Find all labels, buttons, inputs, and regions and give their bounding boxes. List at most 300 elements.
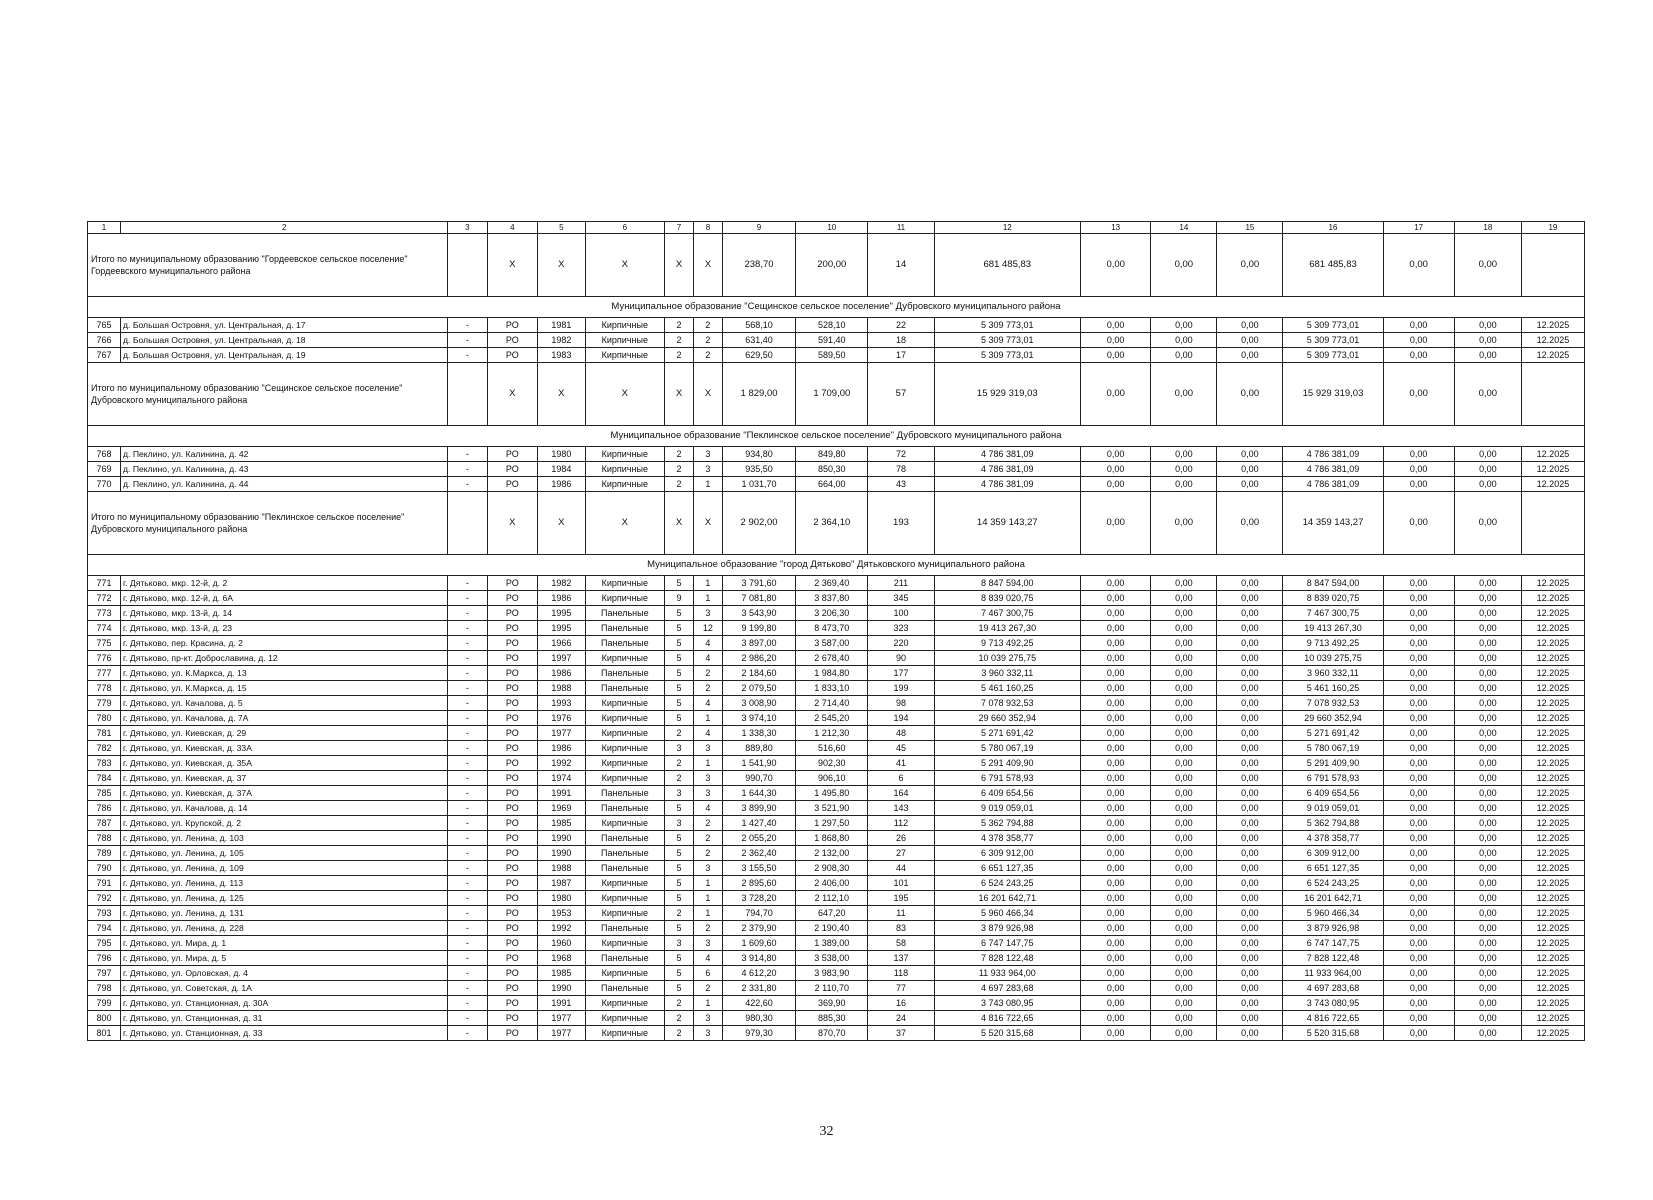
table-cell: 9 019 059,01: [1283, 801, 1383, 816]
total-row: [88, 234, 1585, 297]
table-cell: 1 868,80: [796, 831, 868, 846]
table-cell: -: [448, 981, 487, 996]
table-cell: 0,00: [1454, 666, 1521, 681]
table-cell: 0,00: [1081, 966, 1151, 981]
table-cell: 777: [88, 666, 121, 681]
table-cell: 27: [868, 846, 934, 861]
table-cell: 2: [665, 756, 694, 771]
table-cell: 935,50: [722, 462, 795, 477]
table-row: [88, 651, 1585, 666]
table-cell: 798: [88, 981, 121, 996]
table-cell: 2: [665, 726, 694, 741]
address-cell: г. Дятьково, ул. К.Маркса, д. 13: [121, 666, 448, 681]
table-cell: 0,00: [1081, 318, 1151, 333]
total-cell: X: [665, 363, 694, 426]
table-cell: 1: [693, 996, 722, 1011]
table-cell: Кирпичные: [585, 447, 664, 462]
table-cell: РО: [487, 861, 538, 876]
table-cell: 11 933 964,00: [1283, 966, 1383, 981]
table-cell: 0,00: [1217, 906, 1283, 921]
table-cell: 902,30: [796, 756, 868, 771]
table-cell: 4 786 381,09: [1283, 462, 1383, 477]
table-cell: 5 309 773,01: [934, 333, 1081, 348]
table-cell: 16: [868, 996, 934, 1011]
table-cell: 1 389,00: [796, 936, 868, 951]
table-cell: 1980: [538, 891, 585, 906]
column-number: 15: [1217, 222, 1283, 234]
table-cell: 2: [665, 462, 694, 477]
table-row: [88, 576, 1585, 591]
table-cell: 5: [665, 576, 694, 591]
table-row: [88, 891, 1585, 906]
table-cell: 0,00: [1217, 318, 1283, 333]
table-cell: 934,80: [722, 447, 795, 462]
table-cell: 1992: [538, 756, 585, 771]
table-cell: 3: [693, 861, 722, 876]
table-cell: Панельные: [585, 681, 664, 696]
address-cell: г. Дятьково, мкр. 13-й, д. 14: [121, 606, 448, 621]
table-cell: -: [448, 318, 487, 333]
table-cell: 0,00: [1383, 771, 1454, 786]
total-cell: 1 709,00: [796, 363, 868, 426]
table-cell: 3: [693, 1026, 722, 1041]
total-cell: [1521, 234, 1584, 297]
table-cell: 0,00: [1383, 891, 1454, 906]
table-cell: РО: [487, 876, 538, 891]
column-number: 6: [585, 222, 664, 234]
table-cell: 1997: [538, 651, 585, 666]
table-row: [88, 1026, 1585, 1041]
table-cell: 4 816 722,65: [934, 1011, 1081, 1026]
table-cell: 4 786 381,09: [934, 447, 1081, 462]
table-cell: -: [448, 831, 487, 846]
table-cell: -: [448, 756, 487, 771]
total-cell: [448, 492, 487, 555]
table-cell: РО: [487, 447, 538, 462]
table-cell: 0,00: [1081, 951, 1151, 966]
table-cell: 1953: [538, 906, 585, 921]
table-cell: 0,00: [1217, 636, 1283, 651]
table-cell: 0,00: [1383, 591, 1454, 606]
table-cell: 0,00: [1383, 801, 1454, 816]
table-cell: 4 697 283,68: [934, 981, 1081, 996]
table-cell: 0,00: [1454, 711, 1521, 726]
address-cell: г. Дятьково, ул. Ленина, д. 125: [121, 891, 448, 906]
table-cell: 0,00: [1454, 318, 1521, 333]
table-cell: 0,00: [1081, 741, 1151, 756]
table-cell: 0,00: [1454, 576, 1521, 591]
table-cell: 3: [693, 741, 722, 756]
total-cell: [448, 234, 487, 297]
table-row: [88, 771, 1585, 786]
table-cell: 48: [868, 726, 934, 741]
table-cell: 2 895,60: [722, 876, 795, 891]
table-cell: 2: [665, 996, 694, 1011]
table-cell: РО: [487, 891, 538, 906]
table-cell: 0,00: [1151, 756, 1217, 771]
table-cell: РО: [487, 741, 538, 756]
table-cell: 12.2025: [1521, 921, 1584, 936]
table-cell: 5 520 315,68: [1283, 1026, 1383, 1041]
table-cell: 12.2025: [1521, 906, 1584, 921]
table-cell: 0,00: [1383, 861, 1454, 876]
table-cell: 0,00: [1081, 801, 1151, 816]
table-cell: Панельные: [585, 606, 664, 621]
table-cell: -: [448, 771, 487, 786]
table-cell: -: [448, 936, 487, 951]
table-cell: 1986: [538, 477, 585, 492]
section-header-row: [88, 297, 1585, 318]
table-cell: 0,00: [1081, 831, 1151, 846]
table-cell: 0,00: [1081, 462, 1151, 477]
table-cell: 0,00: [1454, 816, 1521, 831]
table-cell: 1984: [538, 462, 585, 477]
table-cell: 528,10: [796, 318, 868, 333]
table-body: [88, 222, 1585, 1041]
table-cell: 1974: [538, 771, 585, 786]
table-cell: 1: [693, 591, 722, 606]
table-cell: 0,00: [1217, 966, 1283, 981]
table-cell: 0,00: [1151, 891, 1217, 906]
table-cell: 796: [88, 951, 121, 966]
table-row: [88, 348, 1585, 363]
address-cell: д. Большая Островня, ул. Центральная, д. 19: [121, 348, 448, 363]
table-cell: 766: [88, 333, 121, 348]
total-cell: 0,00: [1217, 363, 1283, 426]
table-cell: 0,00: [1217, 981, 1283, 996]
table-cell: 0,00: [1081, 1026, 1151, 1041]
table-cell: 0,00: [1454, 891, 1521, 906]
table-cell: 7 081,80: [722, 591, 795, 606]
table-cell: 0,00: [1151, 1011, 1217, 1026]
total-cell: 0,00: [1454, 234, 1521, 297]
table-cell: 1 833,10: [796, 681, 868, 696]
table-cell: 800: [88, 1011, 121, 1026]
table-cell: 26: [868, 831, 934, 846]
table-cell: 0,00: [1081, 756, 1151, 771]
column-number: 7: [665, 222, 694, 234]
table-cell: 2: [693, 846, 722, 861]
table-cell: 78: [868, 462, 934, 477]
table-cell: 199: [868, 681, 934, 696]
table-cell: 9: [665, 591, 694, 606]
table-cell: 29 660 352,94: [1283, 711, 1383, 726]
total-cell: 0,00: [1217, 492, 1283, 555]
table-cell: 4 786 381,09: [1283, 477, 1383, 492]
table-row: [88, 621, 1585, 636]
table-cell: 0,00: [1217, 576, 1283, 591]
table-cell: 6 309 912,00: [1283, 846, 1383, 861]
table-cell: 12.2025: [1521, 606, 1584, 621]
table-cell: 7 078 932,53: [1283, 696, 1383, 711]
table-cell: 0,00: [1217, 681, 1283, 696]
table-cell: -: [448, 741, 487, 756]
table-cell: 0,00: [1454, 447, 1521, 462]
total-cell: X: [487, 363, 538, 426]
table-cell: -: [448, 591, 487, 606]
column-number: 2: [121, 222, 448, 234]
table-cell: РО: [487, 816, 538, 831]
table-cell: 11: [868, 906, 934, 921]
table-cell: 3 521,90: [796, 801, 868, 816]
table-cell: 767: [88, 348, 121, 363]
table-row: [88, 636, 1585, 651]
table-cell: 101: [868, 876, 934, 891]
section-header-row: [88, 426, 1585, 447]
table-cell: 629,50: [722, 348, 795, 363]
table-cell: 0,00: [1081, 861, 1151, 876]
table-cell: 3 879 926,98: [934, 921, 1081, 936]
table-cell: 793: [88, 906, 121, 921]
table-cell: 0,00: [1454, 636, 1521, 651]
table-cell: 6 409 654,56: [1283, 786, 1383, 801]
table-cell: 1 609,60: [722, 936, 795, 951]
table-cell: РО: [487, 966, 538, 981]
table-cell: Панельные: [585, 636, 664, 651]
table-cell: 2: [693, 981, 722, 996]
table-row: [88, 936, 1585, 951]
table-cell: 0,00: [1151, 981, 1217, 996]
table-cell: 2: [665, 1026, 694, 1041]
document-sheet: [87, 221, 1585, 1041]
table-cell: 3 897,00: [722, 636, 795, 651]
table-cell: 1 212,30: [796, 726, 868, 741]
total-cell: 15 929 319,03: [934, 363, 1081, 426]
table-row: [88, 696, 1585, 711]
table-cell: -: [448, 861, 487, 876]
table-cell: 0,00: [1081, 1011, 1151, 1026]
table-cell: 2: [693, 348, 722, 363]
table-cell: 1 984,80: [796, 666, 868, 681]
table-cell: 0,00: [1454, 771, 1521, 786]
table-cell: РО: [487, 606, 538, 621]
column-number: 3: [448, 222, 487, 234]
table-row: [88, 831, 1585, 846]
table-cell: 3: [693, 462, 722, 477]
table-cell: 12.2025: [1521, 786, 1584, 801]
table-cell: 0,00: [1454, 606, 1521, 621]
table-cell: 795: [88, 936, 121, 951]
total-cell: X: [487, 492, 538, 555]
table-cell: 1982: [538, 576, 585, 591]
total-cell: 200,00: [796, 234, 868, 297]
table-cell: 849,80: [796, 447, 868, 462]
table-cell: 6 524 243,25: [934, 876, 1081, 891]
table-cell: 3: [693, 936, 722, 951]
table-cell: 787: [88, 816, 121, 831]
table-cell: 0,00: [1151, 348, 1217, 363]
table-cell: РО: [487, 846, 538, 861]
table-cell: 0,00: [1454, 861, 1521, 876]
table-cell: 1995: [538, 621, 585, 636]
table-cell: 0,00: [1081, 876, 1151, 891]
table-cell: 0,00: [1151, 921, 1217, 936]
table-cell: 990,70: [722, 771, 795, 786]
column-number-row: [88, 222, 1585, 234]
table-cell: РО: [487, 831, 538, 846]
table-cell: 369,90: [796, 996, 868, 1011]
total-cell: 1 829,00: [722, 363, 795, 426]
table-cell: 2: [693, 318, 722, 333]
table-cell: 5 960 466,34: [934, 906, 1081, 921]
table-cell: 12.2025: [1521, 696, 1584, 711]
table-cell: 0,00: [1383, 477, 1454, 492]
table-cell: 12.2025: [1521, 333, 1584, 348]
table-cell: Кирпичные: [585, 891, 664, 906]
table-cell: 4 786 381,09: [934, 462, 1081, 477]
table-cell: 0,00: [1151, 711, 1217, 726]
table-cell: Кирпичные: [585, 576, 664, 591]
total-cell: X: [585, 234, 664, 297]
column-number: 1: [88, 222, 121, 234]
table-cell: 3 960 332,11: [934, 666, 1081, 681]
table-cell: 3 743 080,95: [1283, 996, 1383, 1011]
table-cell: 794,70: [722, 906, 795, 921]
table-cell: -: [448, 333, 487, 348]
address-cell: г. Дятьково, ул. Качалова, д. 7А: [121, 711, 448, 726]
table-cell: 0,00: [1081, 936, 1151, 951]
table-cell: 2: [665, 447, 694, 462]
table-cell: РО: [487, 726, 538, 741]
address-cell: г. Дятьково, ул. Ленина, д. 103: [121, 831, 448, 846]
table-cell: 0,00: [1383, 666, 1454, 681]
table-cell: 3 879 926,98: [1283, 921, 1383, 936]
table-cell: 783: [88, 756, 121, 771]
total-cell: 0,00: [1151, 492, 1217, 555]
table-cell: РО: [487, 771, 538, 786]
table-cell: 1 644,30: [722, 786, 795, 801]
table-cell: 2: [665, 318, 694, 333]
table-cell: 0,00: [1454, 906, 1521, 921]
column-number: 4: [487, 222, 538, 234]
table-row: [88, 681, 1585, 696]
table-cell: Кирпичные: [585, 333, 664, 348]
table-cell: 8 847 594,00: [1283, 576, 1383, 591]
table-cell: 4: [693, 951, 722, 966]
table-row: [88, 447, 1585, 462]
total-cell: 0,00: [1081, 234, 1151, 297]
table-cell: 2 714,40: [796, 696, 868, 711]
table-cell: 782: [88, 741, 121, 756]
table-cell: 0,00: [1217, 951, 1283, 966]
table-cell: 0,00: [1383, 348, 1454, 363]
table-cell: 785: [88, 786, 121, 801]
table-cell: 2 908,30: [796, 861, 868, 876]
table-cell: 771: [88, 576, 121, 591]
table-cell: 0,00: [1383, 462, 1454, 477]
table-cell: 2: [693, 333, 722, 348]
table-row: [88, 726, 1585, 741]
table-cell: 37: [868, 1026, 934, 1041]
table-cell: 0,00: [1151, 726, 1217, 741]
table-cell: 3 008,90: [722, 696, 795, 711]
table-cell: 0,00: [1151, 621, 1217, 636]
table-cell: 781: [88, 726, 121, 741]
address-cell: г. Дятьково, мкр. 12-й, д. 2: [121, 576, 448, 591]
table-row: [88, 756, 1585, 771]
table-cell: 1993: [538, 696, 585, 711]
total-cell: [1521, 492, 1584, 555]
table-cell: 0,00: [1454, 348, 1521, 363]
table-row: [88, 741, 1585, 756]
table-cell: 4 697 283,68: [1283, 981, 1383, 996]
address-cell: г. Дятьково, ул. Киевская, д. 37А: [121, 786, 448, 801]
table-cell: 100: [868, 606, 934, 621]
table-cell: 2 110,70: [796, 981, 868, 996]
table-row: [88, 666, 1585, 681]
table-row: [88, 1011, 1585, 1026]
address-cell: г. Дятьково, ул. Ленина, д. 228: [121, 921, 448, 936]
address-cell: г. Дятьково, ул. Киевская, д. 35А: [121, 756, 448, 771]
table-cell: 12.2025: [1521, 876, 1584, 891]
table-cell: 0,00: [1383, 966, 1454, 981]
address-cell: г. Дятьково, ул. Киевская, д. 37: [121, 771, 448, 786]
table-row: [88, 921, 1585, 936]
table-cell: 0,00: [1151, 447, 1217, 462]
table-row: [88, 711, 1585, 726]
table-cell: 889,80: [722, 741, 795, 756]
table-cell: РО: [487, 333, 538, 348]
table-cell: 0,00: [1454, 846, 1521, 861]
table-cell: 6 747 147,75: [934, 936, 1081, 951]
table-cell: 3 206,30: [796, 606, 868, 621]
table-cell: 5 291 409,90: [1283, 756, 1383, 771]
table-cell: 1 297,50: [796, 816, 868, 831]
table-cell: 0,00: [1151, 591, 1217, 606]
table-cell: 1 541,90: [722, 756, 795, 771]
table-cell: 0,00: [1217, 711, 1283, 726]
table-row: [88, 981, 1585, 996]
table-cell: 5: [665, 981, 694, 996]
table-cell: РО: [487, 591, 538, 606]
table-cell: 0,00: [1217, 756, 1283, 771]
table-cell: 58: [868, 936, 934, 951]
table-cell: 5: [665, 696, 694, 711]
table-cell: -: [448, 606, 487, 621]
table-cell: -: [448, 348, 487, 363]
total-cell: X: [538, 234, 585, 297]
table-cell: 0,00: [1151, 462, 1217, 477]
table-cell: 797: [88, 966, 121, 981]
table-cell: 44: [868, 861, 934, 876]
table-cell: 2: [693, 666, 722, 681]
table-cell: 1977: [538, 1026, 585, 1041]
table-cell: 2 055,20: [722, 831, 795, 846]
table-row: [88, 906, 1585, 921]
table-cell: РО: [487, 1026, 538, 1041]
table-cell: 2 190,40: [796, 921, 868, 936]
table-cell: 1 495,80: [796, 786, 868, 801]
table-cell: 0,00: [1383, 711, 1454, 726]
table-cell: 24: [868, 1011, 934, 1026]
table-cell: 0,00: [1217, 696, 1283, 711]
table-cell: РО: [487, 576, 538, 591]
table-cell: 0,00: [1454, 951, 1521, 966]
table-row: [88, 477, 1585, 492]
table-cell: 0,00: [1454, 1011, 1521, 1026]
table-cell: 799: [88, 996, 121, 1011]
total-label: Итого по муниципальному образованию "Сещинское сельское поселение" Дубровского муниципального района: [88, 363, 448, 426]
table-cell: Кирпичные: [585, 876, 664, 891]
table-cell: 0,00: [1383, 726, 1454, 741]
table-cell: 12.2025: [1521, 681, 1584, 696]
table-cell: 2: [693, 681, 722, 696]
table-cell: 778: [88, 681, 121, 696]
table-cell: 5: [665, 831, 694, 846]
table-row: [88, 846, 1585, 861]
table-cell: 885,30: [796, 1011, 868, 1026]
table-cell: 0,00: [1217, 462, 1283, 477]
